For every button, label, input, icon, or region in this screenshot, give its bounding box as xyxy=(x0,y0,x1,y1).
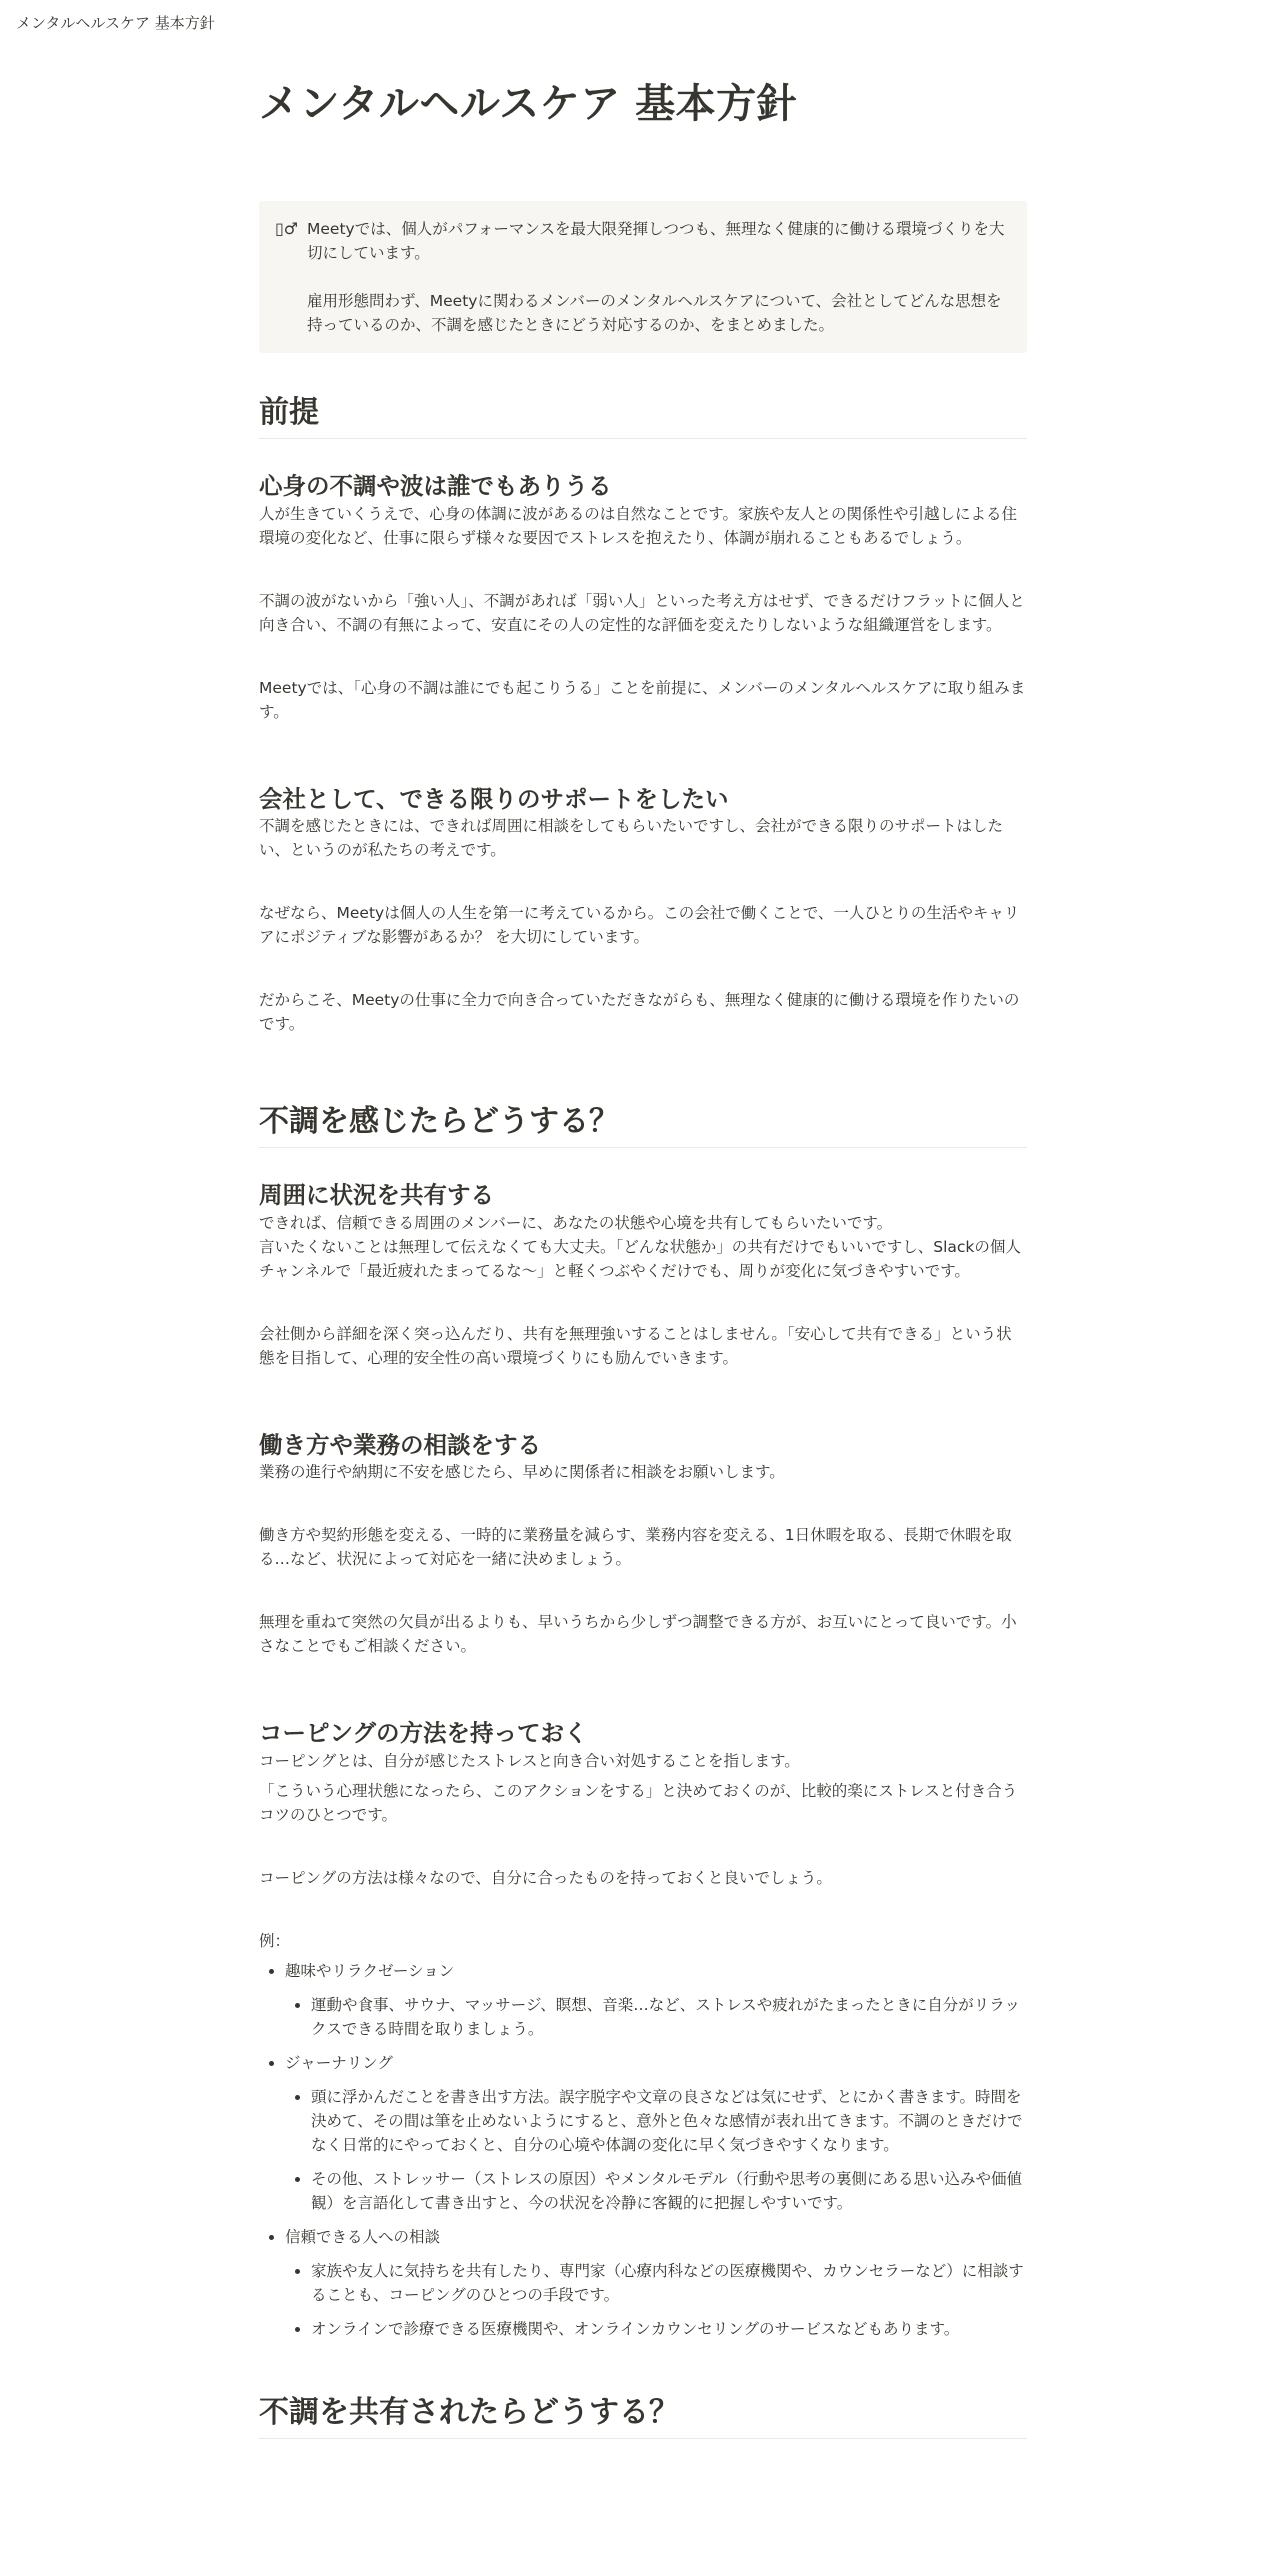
paragraph: だからこそ、Meetyの仕事に全力で向き合っていただきながらも、無理なく健康的に働ける環境を作りたいのです。 xyxy=(259,991,1020,1034)
list-item: • 家族や友人に気持ちを共有したり、専門家（心療内科などの医療機関や、カウンセラーなど）に相談することも、コーピングのひとつの手段です。 xyxy=(311,2259,1027,2307)
list-item-label: 趣味やリラクゼーション xyxy=(285,1961,455,1980)
callout-body xyxy=(307,217,1011,337)
section-heading-when-unwell: 不調を感じたらどうする？ xyxy=(259,1102,1027,1148)
callout-text: 雇用形態問わず、Meetyに関わるメンバーのメンタルヘルスケアについて、会社としてどんな思想を持っているのか、不調を感じたときにどう対応するのか、をまとめました。 xyxy=(307,292,1002,334)
subheading-consult: 働き方や業務の相談をする xyxy=(259,1430,541,1459)
subheading-support: 会社として、できる限りのサポートをしたい xyxy=(259,784,729,813)
paragraph: コーピングの方法は様々なので、自分に合ったものを持っておくと良いでしょう。 xyxy=(259,1868,832,1887)
paragraph: 会社側から詳細を深く突っ込んだり、共有を無理強いすることはしません。「安心して共有できる」という状態を目指して、心理的安全性の高い環境づくりにも励んでいきます。 xyxy=(259,1324,1012,1367)
paragraph: Meetyでは、「心身の不調は誰にでも起こりうる」ことを前提に、メンバーのメンタルヘルスケアに取り組みます。 xyxy=(259,678,1026,721)
paragraph: できれば、信頼できる周囲のメンバーに、あなたの状態や心境を共有してもらいたいです。 xyxy=(259,1213,893,1232)
paragraph: コーピングとは、自分が感じたストレスと向き合い対処することを指します。 xyxy=(259,1751,800,1770)
list-item xyxy=(285,2225,1027,2341)
paragraph: なぜなら、Meetyは個人の人生を第一に考えているから。この会社で働くことで、一人ひとりの生活やキャリアにポジティブな影響があるか？ を大切にしています。 xyxy=(259,904,1020,947)
paragraph: 人が生きていくうえで、心身の体調に波があるのは自然なことです。家族や友人との関係性や引越しによる住環境の変化など、仕事に限らず様々な要因でストレスを抱えたり、体調が崩れることもあるでしょう。 xyxy=(259,504,1017,547)
list-item xyxy=(285,2051,1027,2215)
breadcrumb[interactable]: メンタルヘルスケア 基本方針 xyxy=(16,14,215,32)
section-heading-when-shared: 不調を共有されたらどうする？ xyxy=(259,2393,1027,2439)
paragraph: 「こういう心理状態になったら、このアクションをする」と決めておくのが、比較的楽にストレスと付き合うコツのひとつです。 xyxy=(259,1781,1018,1824)
paragraph: 不調を感じたときには、できれば周囲に相談をしてもらいたいですし、会社ができる限りのサポートはしたい、というのが私たちの考えです。 xyxy=(259,817,1004,860)
person-icon: ▯♂ xyxy=(275,219,299,238)
paragraph: 業務の進行や納期に不安を感じたら、早めに関係者に相談をお願いします。 xyxy=(259,1463,785,1482)
list-item-label: 信頼できる人への相談 xyxy=(285,2227,441,2246)
list-item: • 頭に浮かんだことを書き出す方法。誤字脱字や文章の良さなどは気にせず、とにかく書きます。時間を決めて、その間は筆を止めないようにすると、意外と色々な感情が表れ出てきます。不調のときだけでなく日常的にやっておくと、自分の心境や体調の変化に早く気づきやすくなります。 xyxy=(311,2085,1027,2157)
coping-list xyxy=(259,1959,1027,2341)
paragraph: 無理を重ねて突然の欠員が出るよりも、早いうちから少しずつ調整できる方が、お互いにとって良いです。小さなことでもご相談ください。 xyxy=(259,1613,1017,1656)
paragraph: 言いたくないことは無理して伝えなくても大丈夫。「どんな状態か」の共有だけでもいいですし、Slackの個人チャンネルで「最近疲れたまってるな～」と軽くつぶやくだけでも、周りが変化に気づきやすいです。 xyxy=(259,1237,1021,1280)
list-item xyxy=(285,1959,1027,2041)
list-item: • その他、ストレッサー（ストレスの原因）やメンタルモデル（行動や思考の裏側にある思い込みや価値観）を言語化して書き出すと、今の状況を冷静に客観的に把握しやすいです。 xyxy=(311,2167,1027,2215)
page-title: メンタルヘルスケア 基本方針 xyxy=(259,81,798,127)
list-item: • 運動や食事、サウナ、マッサージ、瞑想、音楽…など、ストレスや疲れがたまったときに自分がリラックスできる時間を取りましょう。 xyxy=(311,1993,1027,2041)
list-item-label: ジャーナリング xyxy=(285,2053,393,2072)
subheading-share: 周囲に状況を共有する xyxy=(259,1181,494,1210)
subheading-anyone: 心身の不調や波は誰でもありうる xyxy=(259,472,612,500)
list-item: • オンラインで診療できる医療機関や、オンラインカウンセリングのサービスなどもあります。 xyxy=(311,2317,1027,2341)
page-content xyxy=(259,0,1027,2439)
callout-text: Meetyでは、個人がパフォーマンスを最大限発揮しつつも、無理なく健康的に働ける環境づくりを大切にしています。 xyxy=(307,220,1005,262)
intro-callout xyxy=(259,201,1027,353)
paragraph: 不調の波がないから「強い人」、不調があれば「弱い人」といった考え方はせず、できるだけフラットに個人と向き合い、不調の有無によって、安直にその人の定性的な評価を変えたりしないような組織運営をします。 xyxy=(259,591,1025,634)
subheading-coping: コーピングの方法を持っておく xyxy=(259,1719,588,1748)
paragraph: 働き方や契約形態を変える、一時的に業務量を減らす、業務内容を変える、1日休暇を取る、長期で休暇を取る…など、状況によって対応を一緒に決めましょう。 xyxy=(259,1526,1012,1569)
section-heading-premise: 前提 xyxy=(259,393,1027,439)
example-label: 例： xyxy=(259,1931,291,1950)
